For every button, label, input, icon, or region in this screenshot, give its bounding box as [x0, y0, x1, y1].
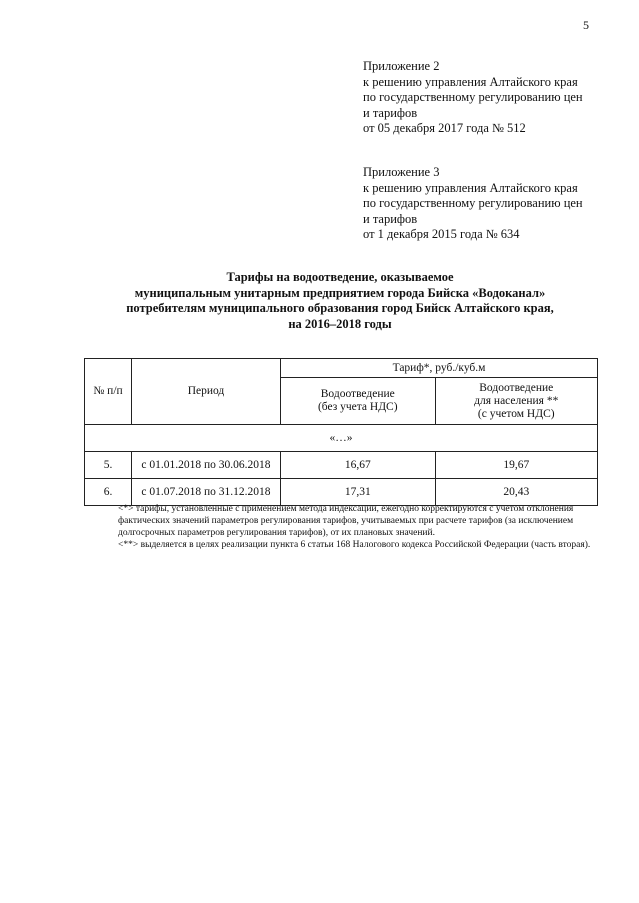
- appendix-2-line: и тарифов: [363, 105, 418, 120]
- row-population: 20,43: [435, 479, 597, 506]
- row-num: 6.: [85, 479, 132, 506]
- row-period: с 01.07.2018 по 31.12.2018: [132, 479, 281, 506]
- row-population: 19,67: [435, 452, 597, 479]
- ellipsis-cell: «…»: [85, 425, 598, 452]
- title-line: муниципальным унитарным предприятием города Бийска «Водоканал»: [134, 285, 546, 300]
- appendix-3-line: от 1 декабря 2015 года № 634: [363, 227, 520, 241]
- header-population-line: (с учетом НДС): [477, 407, 555, 420]
- footnotes: [118, 503, 598, 551]
- table-row: [85, 452, 598, 479]
- appendix-2-line: от 05 декабря 2017 года № 512: [363, 121, 526, 135]
- appendix-2-line: к решению управления Алтайского края: [363, 74, 578, 89]
- footnote-1: <*> тарифы, установленные с применением метода индексации, ежегодно корректируются с учетом отклонения фактических значений параметров регулирования тарифов, учитываемых при расчете тарифов (за исключением долгосрочных параметров регулирования тарифов), от их плановых значений.: [118, 504, 574, 538]
- footnote-2: <**> выделяется в целях реализации пункта 6 статьи 168 Налогового кодекса Российской Федерации (часть вторая).: [118, 540, 591, 550]
- header-no-vat-line: Водоотведение: [320, 388, 395, 400]
- table-row: [85, 479, 598, 506]
- page-number: 5: [583, 18, 589, 32]
- appendix-3-line: Приложение 3: [363, 165, 440, 179]
- header-no-vat-line: (без учета НДС): [317, 401, 398, 413]
- appendix-2-line: Приложение 2: [363, 59, 440, 73]
- appendix-2-line: по государственному регулированию цен: [363, 90, 583, 104]
- document-title: [60, 270, 620, 332]
- appendix-3-line: по государственному регулированию цен: [363, 196, 583, 210]
- row-period: с 01.01.2018 по 30.06.2018: [132, 452, 281, 479]
- appendix-3-line: к решению управления Алтайского края: [363, 180, 578, 195]
- row-no-vat: 16,67: [281, 452, 436, 479]
- title-line: Тарифы на водоотведение, оказываемое: [226, 270, 454, 284]
- header-population-line: для населения **: [474, 394, 559, 407]
- title-line: потребителям муниципального образования город Бийск Алтайского края,: [126, 301, 554, 315]
- header-population-line: Водоотведение: [479, 381, 554, 394]
- appendix-2-header: [363, 59, 583, 137]
- header-num: № п/п: [85, 359, 132, 425]
- row-no-vat: 17,31: [281, 479, 436, 506]
- title-line: на 2016–2018 годы: [288, 316, 392, 331]
- appendix-3-line: и тарифов: [363, 211, 418, 226]
- tariff-table: [84, 358, 598, 506]
- appendix-3-header: [363, 165, 583, 243]
- header-tariff: Тариф*, руб./куб.м: [281, 359, 598, 378]
- header-population: [435, 378, 597, 425]
- row-num: 5.: [85, 452, 132, 479]
- header-no-vat: [281, 378, 436, 425]
- header-period: Период: [132, 359, 281, 425]
